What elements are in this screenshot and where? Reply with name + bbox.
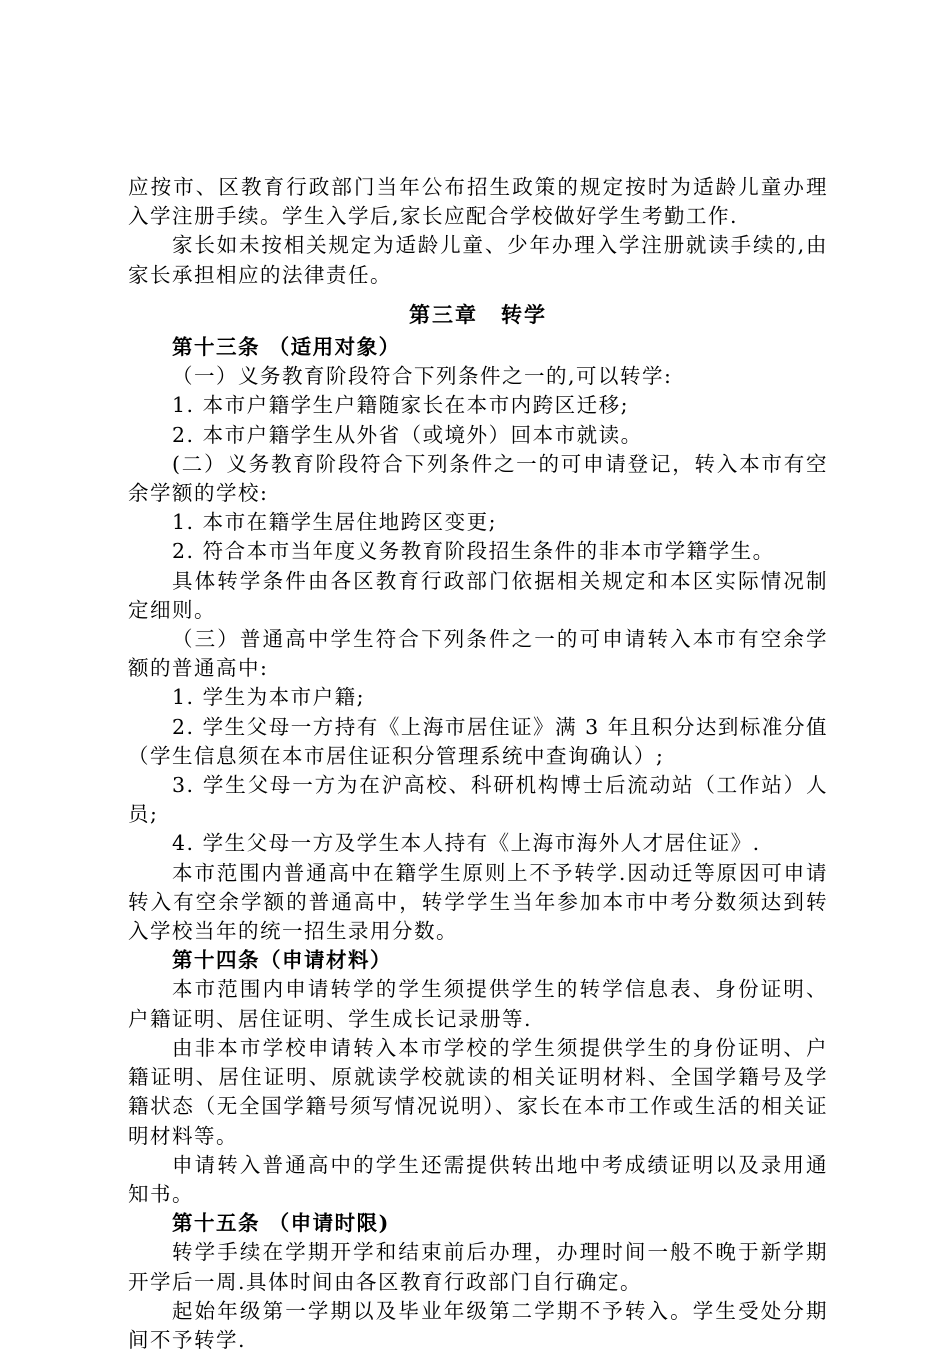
body-paragraph: 2. 本市户籍学生从外省（或境外）回本市就读。 — [172, 422, 643, 447]
body-paragraph: 转学手续在学期开学和结束前后办理，办理时间一般不晚于新学期开学后一周.具体时间由各区教育行政部门自行确定。 — [128, 1240, 828, 1294]
document-body — [128, 173, 828, 1355]
article-heading: 第十三条 （适用对象） — [172, 335, 401, 360]
body-paragraph: 起始年级第一学期以及毕业年级第二学期不予转入。学生受处分期间不予转学. — [128, 1298, 828, 1352]
body-paragraph: (二）义务教育阶段符合下列条件之一的可申请登记，转入本市有空余学额的学校: — [128, 451, 828, 506]
body-paragraph: （一）义务教育阶段符合下列条件之一的,可以转学: — [172, 364, 673, 389]
body-paragraph: 2. 符合本市当年度义务教育阶段招生条件的非本市学籍学生。 — [172, 539, 775, 564]
body-paragraph: 具体转学条件由各区教育行政部门依据相关规定和本区实际情况制定细则。 — [128, 568, 828, 622]
body-paragraph: 申请转入普通高中的学生还需提供转出地中考成绩证明以及录用通知书。 — [128, 1152, 828, 1206]
body-paragraph: 2. 学生父母一方持有《上海市居住证》满 3 年且积分达到标准分值（学生信息须在本市居住证积分管理系统中查询确认）; — [128, 714, 828, 768]
body-paragraph: 由非本市学校申请转入本市学校的学生须提供学生的身份证明、户籍证明、居住证明、原就读学校就读的相关证明材料、全国学籍号及学籍状态（无全国学籍号须写情况说明）、家长在本市工作或生活的相关证明材料等。 — [128, 1035, 828, 1148]
body-paragraph: 3. 学生父母一方为在沪高校、科研机构博士后流动站（工作站）人员; — [128, 773, 828, 827]
article-heading: 第十五条 （申请时限) — [172, 1211, 390, 1236]
body-paragraph: 1. 本市户籍学生户籍随家长在本市内跨区迁移; — [172, 393, 629, 418]
chapter-heading: 第三章 转学 — [409, 301, 547, 327]
body-paragraph: 家长如未按相关规定为适龄儿童、少年办理入学注册就读手续的,由家长承担相应的法律责任。 — [128, 233, 828, 287]
body-paragraph: 1. 学生为本市户籍; — [172, 685, 365, 710]
body-paragraph: （三）普通高中学生符合下列条件之一的可申请转入本市有空余学额的普通高中: — [128, 627, 828, 681]
body-paragraph: 本市范围内普通高中在籍学生原则上不予转学.因动迁等原因可申请转入有空余学额的普通高中，转学学生当年参加本市中考分数须达到转入学校当年的统一招生录用分数。 — [128, 860, 828, 944]
body-paragraph: 1. 本市在籍学生居住地跨区变更; — [172, 510, 497, 535]
article-heading: 第十四条（申请材料） — [172, 948, 392, 973]
body-paragraph: 本市范围内申请转学的学生须提供学生的转学信息表、身份证明、户籍证明、居住证明、学生成长记录册等. — [128, 977, 828, 1031]
body-paragraph: 应按市、区教育行政部门当年公布招生政策的规定按时为适龄儿童办理入学注册手续。学生入学后,家长应配合学校做好学生考勤工作. — [128, 175, 828, 229]
body-paragraph: 4. 学生父母一方及学生本人持有《上海市海外人才居住证》. — [172, 831, 761, 856]
